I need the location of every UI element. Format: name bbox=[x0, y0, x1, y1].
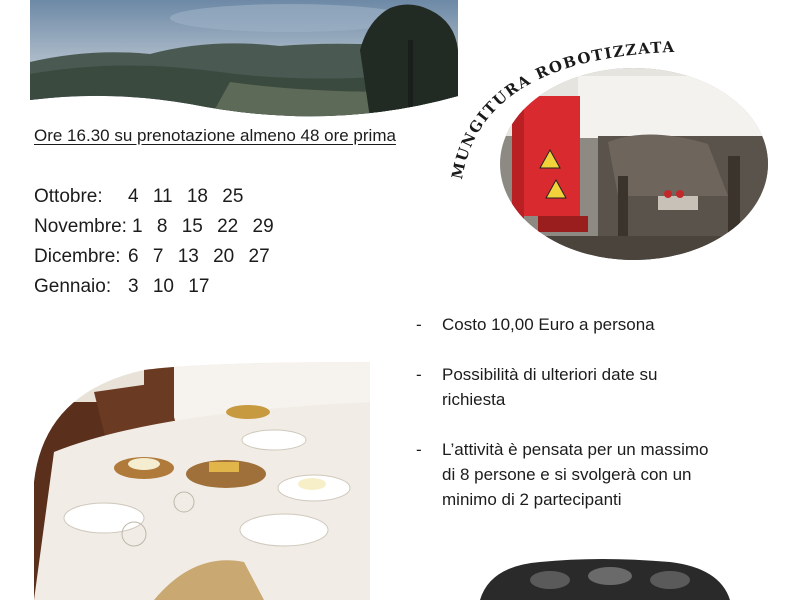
dates-list bbox=[34, 182, 274, 302]
milking-title-text: MUNGITURA ROBOTIZZATA bbox=[448, 37, 676, 181]
month-label: Dicembre: bbox=[34, 246, 121, 267]
milking-title bbox=[440, 30, 700, 200]
info-item-participants bbox=[416, 437, 716, 512]
time-note: Ore 16.30 su prenotazione almeno 48 ore prima bbox=[34, 126, 396, 145]
info-text: L’attività è pensata per un massimo di 8 persone e si svolgerà con un minimo di 2 partecipanti bbox=[442, 440, 709, 509]
month-days: 1 8 15 22 29 bbox=[132, 216, 274, 237]
date-row-novembre bbox=[34, 212, 274, 242]
info-list bbox=[416, 312, 716, 537]
month-days: 3 10 17 bbox=[128, 276, 210, 297]
info-text: Possibilità di ulteriori date su richiesta bbox=[442, 365, 658, 409]
info-text: Costo 10,00 Euro a persona bbox=[442, 315, 655, 334]
svg-text:MUNGITURA ROBOTIZZATA bbox=[448, 38, 676, 181]
date-row-gennaio bbox=[34, 272, 274, 302]
date-row-dicembre bbox=[34, 242, 274, 272]
date-row-ottobre bbox=[34, 182, 274, 212]
month-label: Novembre: bbox=[34, 216, 127, 237]
month-days: 4 11 18 25 bbox=[128, 186, 244, 207]
info-item-extra-dates bbox=[416, 362, 716, 412]
bullet-dash: - bbox=[416, 365, 422, 384]
tasting-table-photo bbox=[34, 362, 370, 600]
bullet-dash: - bbox=[416, 440, 422, 459]
info-item-cost bbox=[416, 312, 716, 337]
month-label: Gennaio: bbox=[34, 276, 112, 297]
landscape-photo bbox=[30, 0, 458, 118]
bullet-dash: - bbox=[416, 315, 422, 334]
bottom-photo bbox=[480, 556, 730, 600]
month-days: 6 7 13 20 27 bbox=[128, 246, 270, 267]
month-label: Ottobre: bbox=[34, 186, 103, 207]
